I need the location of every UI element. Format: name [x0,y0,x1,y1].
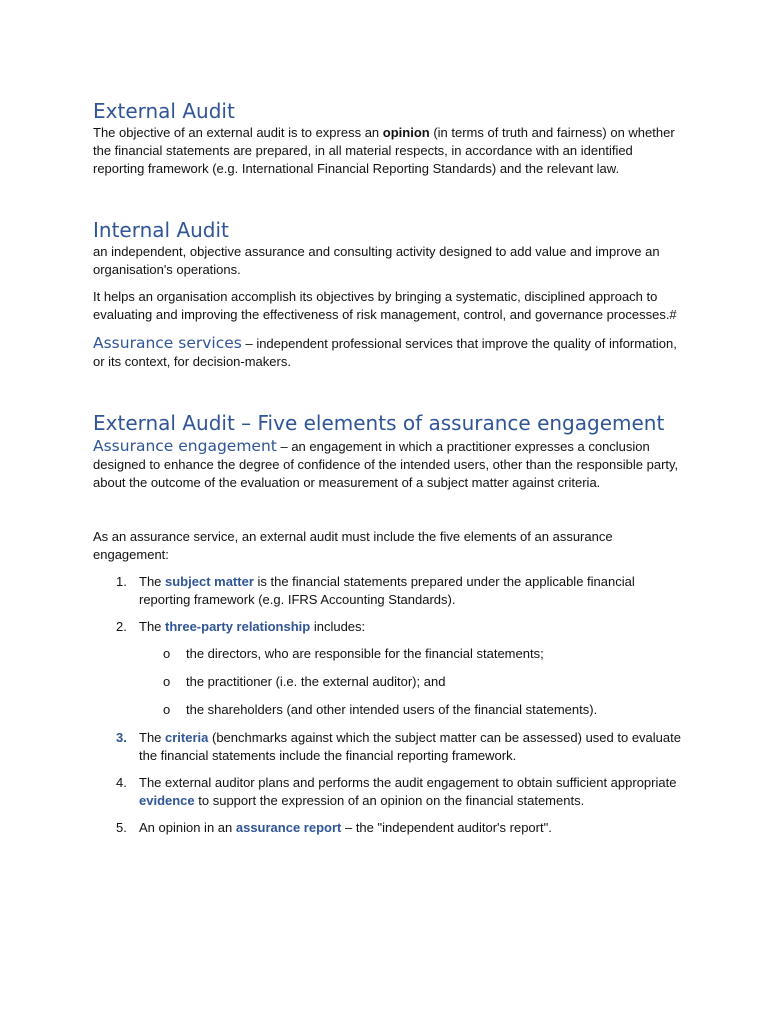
five-elements-heading: External Audit – Five elements of assurance engagement [93,411,665,435]
criteria-term: criteria [165,730,209,745]
list-item-text: to support the expression of an opinion on the financial statements. [194,793,585,808]
evidence-term: evidence [139,793,195,808]
list-item [93,774,683,810]
list-number: 2. [116,619,127,634]
list-item-text: The [139,619,166,634]
assurance-report-term: assurance report [235,820,342,835]
assurance-engagement-paragraph [93,437,683,492]
list-number: 4. [116,775,127,790]
internal-audit-heading: Internal Audit [93,218,229,242]
circle-bullet-icon: o [163,702,171,717]
list-item-text: is the financial statements prepared under the applicable financial reporting framework (e.g. IFRS Accounting Standards). [139,574,635,607]
list-item-text: includes: [310,619,366,634]
assurance-engagement-label: Assurance engagement [93,437,277,455]
internal-audit-definition: an independent, objective assurance and consulting activity designed to add value and improve an organisation's operations. [93,244,660,277]
subject-matter-term: subject matter [165,574,254,589]
external-audit-heading: External Audit [93,99,235,123]
external-audit-text-b: (in terms of truth and fairness) on whether the financial statements are prepared, in all material respects, in accordance with an identified reporting framework (e.g. International Financial Reporting Standards) and the relevant law. [93,125,675,176]
list-item-text: The external auditor plans and performs the audit engagement to obtain sufficient appropriate [139,775,677,790]
opinion-term: opinion [382,125,430,140]
assurance-services-paragraph [93,334,683,371]
list-item [93,819,683,837]
sublist-item-text: the shareholders (and other intended users of the financial statements). [186,702,598,717]
list-number: 1. [116,574,127,589]
circle-bullet-icon: o [163,646,171,661]
list-item-text: The [139,730,166,745]
five-elements-intro: As an assurance service, an external audit must include the five elements of an assurance engagement: [93,529,613,562]
list-item-text: The [139,574,166,589]
five-elements-list-continued [93,729,683,837]
sublist-item [93,645,683,663]
list-item-text: (benchmarks against which the subject matter can be assessed) used to evaluate the financial statements include the financial reporting framework. [139,730,681,763]
assurance-services-text: – independent professional services that improve the quality of information, or its context, for decision-makers. [93,336,677,369]
list-item [93,618,683,636]
sublist-item [93,701,683,719]
list-number: 3. [116,730,127,745]
document-page [93,98,683,837]
five-elements-list [93,573,683,636]
list-item [93,729,683,765]
sublist-item [93,673,683,691]
list-item-text: – the "independent auditor's report". [341,820,552,835]
three-party-relationship-term: three-party relationship [165,619,311,634]
internal-audit-paragraph: It helps an organisation accomplish its objectives by bringing a systematic, disciplined approach to evaluating and improving the effectiveness of risk management, control, and governance processes.# [93,289,677,322]
three-party-sublist [93,645,683,719]
external-audit-text-a: The objective of an external audit is to express an [93,125,383,140]
list-item-text: An opinion in an [139,820,236,835]
sublist-item-text: the directors, who are responsible for the financial statements; [186,646,544,661]
sublist-item-text: the practitioner (i.e. the external auditor); and [186,674,446,689]
list-item [93,573,683,609]
list-number: 5. [116,820,127,835]
assurance-services-label: Assurance services [93,334,242,352]
external-audit-paragraph [93,124,683,178]
circle-bullet-icon: o [163,674,171,689]
assurance-engagement-text: – an engagement in which a practitioner expresses a conclusion designed to enhance the degree of confidence of the intended users, other than the responsible party, about the outcome of the evaluation or measurement of a subject matter against criteria. [93,439,679,490]
